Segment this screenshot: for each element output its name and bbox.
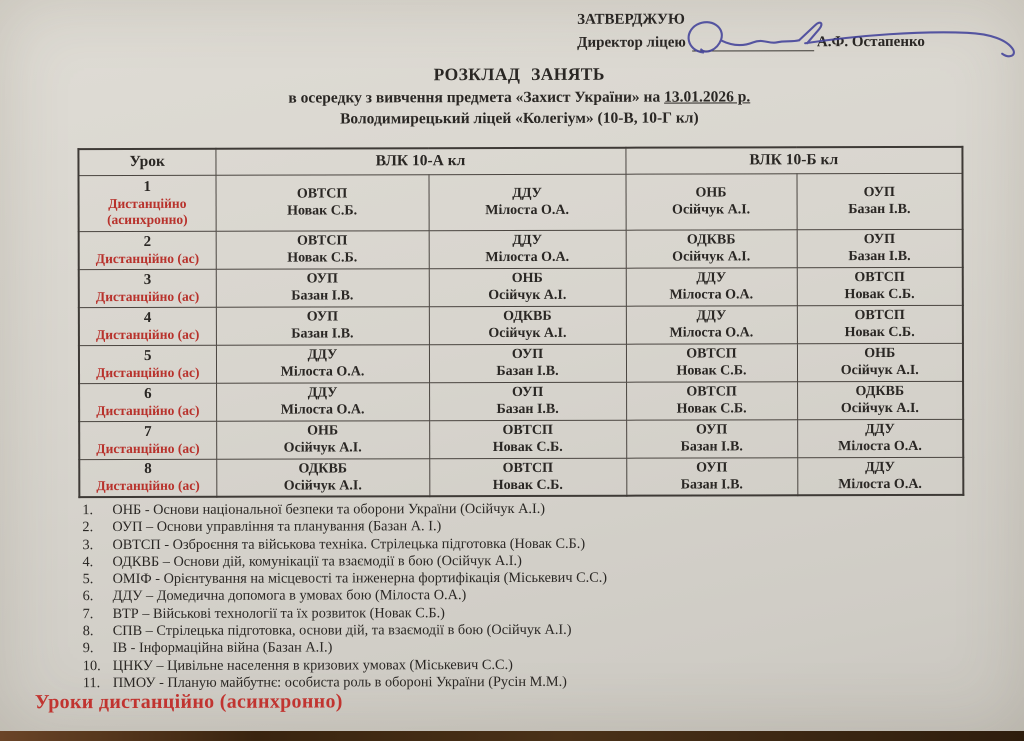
subject-cell: [626, 419, 797, 457]
legend-number: 3.: [82, 536, 94, 553]
lesson-cell: [79, 175, 216, 231]
approval-role: Директор ліцею: [577, 34, 686, 51]
subject-cell: [626, 305, 797, 343]
subject-code: ДДУ: [307, 347, 338, 363]
legend-item: [83, 605, 608, 624]
subject-cell: [216, 306, 429, 345]
legend-text: ІВ - Інформаційна війна (Базан А.І.): [112, 639, 333, 657]
legend-text: ОВТСП - Озброєння та військова техніка. Стрілецька підготовка (Новак С.Б.): [112, 535, 586, 553]
lesson-cell: [79, 383, 216, 421]
col-header-group-b: ВЛК 10-Б кл: [625, 147, 962, 174]
legend-list: [82, 501, 607, 693]
legend-number: 10.: [82, 657, 101, 674]
subject-cell: [429, 420, 626, 459]
lesson-number: 1: [143, 178, 152, 195]
lesson-number: 2: [143, 233, 152, 250]
lesson-number: 3: [143, 271, 152, 288]
teacher-name: Базан І.В.: [496, 363, 559, 380]
lesson-mode: Дистанційно (ас): [96, 478, 200, 494]
signature-line: [692, 36, 814, 51]
subject-cell: [626, 229, 797, 267]
teacher-name: Базан І.В.: [291, 288, 354, 304]
teacher-name: Базан І.В.: [848, 201, 911, 218]
legend-item: [83, 587, 608, 606]
lesson-mode: Дистанційно (ас): [95, 288, 200, 304]
teacher-name: Осійчук А.І.: [283, 440, 362, 456]
subject-cell: [626, 457, 797, 495]
subject-code: ОУП: [306, 309, 339, 325]
legend-number: 8.: [82, 623, 94, 640]
subject-cell: [626, 267, 797, 305]
teacher-name: Базан І.В.: [848, 248, 911, 265]
legend-item: [83, 674, 608, 693]
lesson-mode: Дистанційно (ас): [95, 326, 200, 342]
teacher-name: Мілоста О.А.: [485, 202, 569, 219]
legend-item: [82, 553, 607, 572]
subject-code: ОВТСП: [296, 186, 348, 202]
legend-item: [82, 518, 607, 537]
subject-cell: [215, 174, 428, 231]
subject-cell: [797, 229, 963, 267]
subject-cell: [216, 230, 429, 269]
subject-code: ДДУ: [307, 385, 338, 401]
subject-code: ОВТСП: [686, 384, 737, 400]
teacher-name: Осійчук А.І.: [283, 478, 362, 494]
subject-code: ОВТСП: [854, 307, 905, 324]
subject-cell: [216, 382, 429, 421]
lesson-mode: Дистанційно (ас): [96, 402, 200, 418]
legend-text: ОУП – Основи управління та планування (Базан А. І.): [112, 518, 442, 536]
teacher-name: Мілоста О.А.: [280, 364, 365, 380]
school-name: Володимирецький ліцей «Колегіум» (10-В, 10-Г кл): [340, 109, 699, 128]
approval-heading: ЗАТВЕРДЖУЮ: [577, 11, 685, 28]
subject-code: ОДКВБ: [855, 383, 905, 400]
teacher-name: Новак С.Б.: [844, 286, 915, 303]
lesson-number: 7: [144, 423, 152, 440]
teacher-name: Осійчук А.І.: [840, 400, 919, 417]
subject-code: ОДКВБ: [503, 308, 552, 325]
desk-edge: [0, 731, 1024, 741]
subject-code: ОДКВБ: [298, 461, 348, 477]
lesson-number: 8: [144, 461, 152, 478]
teacher-name: Осійчук А.І.: [840, 362, 919, 379]
doc-subtitle: [77, 88, 961, 108]
teacher-name: Мілоста О.А.: [669, 287, 754, 303]
subject-cell: [797, 419, 963, 457]
subject-cell: [216, 420, 429, 459]
subject-code: ОНБ: [864, 345, 896, 362]
legend-item: [83, 622, 608, 641]
teacher-name: Осійчук А.І.: [488, 287, 567, 304]
legend-text: ОДКВБ – Основи дій, комунікації та взаємодії в бою (Осійчук А.І.): [112, 552, 522, 570]
lesson-number: 4: [143, 309, 152, 326]
legend-item: [83, 639, 608, 658]
subject-cell: [625, 173, 796, 229]
doc-title: РОЗКЛАД ЗАНЯТЬ: [433, 63, 605, 85]
lesson-cell: [79, 421, 216, 459]
schedule-row: [79, 457, 963, 497]
lesson-cell: [79, 231, 216, 269]
legend-number: 9.: [82, 640, 94, 657]
subject-code: ДДУ: [512, 185, 542, 201]
legend-number: 4.: [82, 553, 94, 571]
subject-code: ОУП: [863, 231, 896, 248]
legend-item: [83, 656, 608, 675]
legend-item: [82, 535, 607, 554]
teacher-name: Новак С.Б.: [287, 203, 358, 219]
subject-cell: [429, 306, 626, 345]
teacher-name: Базан І.В.: [291, 326, 354, 342]
subtitle-text: в осередку з вивчення предмета «Захист України» на: [288, 88, 665, 107]
legend-item: [82, 501, 607, 520]
subject-cell: [216, 458, 429, 497]
schedule-row: [79, 267, 963, 307]
teacher-name: Базан І.В.: [680, 439, 743, 455]
col-header-group-a: ВЛК 10-А кл: [215, 148, 625, 175]
subject-cell: [626, 343, 797, 381]
schedule-date: 13.01.2026 р.: [664, 88, 751, 106]
teacher-name: Осійчук А.І.: [672, 202, 751, 218]
subject-cell: [429, 458, 626, 497]
title-block: [77, 63, 961, 129]
schedule-row: [79, 305, 963, 345]
legend-text: ОМІФ - Орієнтування на місцевості та інженерна фортифікація (Міськевич С.С.): [112, 569, 608, 588]
subject-code: ОВТСП: [854, 269, 905, 286]
legend-number: 6.: [82, 588, 94, 605]
schedule-row: [79, 173, 963, 231]
subject-cell: [429, 268, 626, 307]
subject-code: ДДУ: [696, 270, 727, 286]
legend-item: [83, 570, 608, 589]
subject-cell: [797, 457, 963, 495]
subject-cell: [797, 381, 963, 419]
teacher-name: Новак С.Б.: [676, 363, 747, 379]
legend-text: ВТР – Військові технології та їх розвиток (Новак С.Б.): [112, 604, 445, 622]
legend-number: 11.: [82, 675, 101, 692]
teacher-name: Новак С.Б.: [676, 401, 747, 417]
subject-cell: [626, 381, 797, 419]
legend-text: ЦНКУ – Цивільне населення в кризових умовах (Міськевич С.С.): [112, 656, 513, 674]
subject-code: ОУП: [863, 184, 895, 201]
subject-code: ДДУ: [696, 308, 727, 324]
footer-note: Уроки дистанційно (асинхронно): [34, 690, 343, 714]
teacher-name: Осійчук А.І.: [488, 325, 567, 342]
teacher-name: Мілоста О.А.: [669, 325, 754, 341]
teacher-name: Осійчук А.І.: [672, 249, 751, 265]
subject-cell: [428, 174, 625, 231]
legend-number: 7.: [82, 605, 94, 622]
schedule-rows: [79, 173, 964, 497]
subject-code: ДДУ: [512, 232, 543, 248]
legend-number: 5.: [82, 571, 94, 588]
lesson-mode: (асинхронно): [107, 211, 188, 227]
lesson-mode: Дистанційно (ас): [95, 250, 200, 266]
col-header-lesson: Урок: [78, 149, 215, 175]
schedule-row: [79, 343, 963, 383]
teacher-name: Мілоста О.А.: [280, 402, 365, 418]
subject-code: ОДКВБ: [686, 232, 736, 248]
legend-text: СПВ – Стрілецька підготовка, основи дій, та взаємодії в бою (Осійчук А.І.): [112, 621, 572, 640]
lesson-mode: Дистанційно (ас): [96, 364, 200, 380]
subject-code: ОВТСП: [296, 233, 348, 249]
lesson-cell: [79, 307, 216, 345]
lesson-cell: [79, 269, 216, 307]
subject-code: ОНБ: [511, 270, 543, 287]
subject-code: ОУП: [306, 271, 338, 287]
subject-cell: [796, 173, 962, 229]
subject-cell: [429, 344, 626, 383]
subject-code: ОУП: [696, 460, 728, 476]
lesson-number: 5: [143, 347, 152, 364]
schedule-table: [77, 146, 964, 498]
teacher-name: Базан І.В.: [496, 401, 559, 418]
subject-cell: [429, 382, 626, 421]
legend-text: ПМОУ - Планую майбутнє: особиста роль в обороні України (Русін М.М.): [112, 673, 567, 692]
teacher-name: Новак С.Б.: [287, 250, 358, 266]
lesson-mode: Дистанційно: [108, 195, 187, 211]
teacher-name: Новак С.Б.: [844, 324, 915, 341]
subject-cell: [429, 230, 626, 269]
lesson-number: 6: [144, 385, 152, 402]
subject-cell: [797, 343, 963, 381]
subject-code: ОВТСП: [686, 346, 737, 362]
teacher-name: Базан І.В.: [680, 477, 743, 493]
header-row: [78, 147, 962, 175]
subject-code: ДДУ: [865, 421, 895, 438]
teacher-name: Мілоста О.А.: [485, 249, 570, 266]
subject-code: ОВТСП: [502, 422, 553, 439]
subject-code: ОВТСП: [502, 460, 553, 476]
schedule-row: [79, 381, 963, 421]
approval-name: А.Ф. Остапенко: [816, 33, 925, 51]
lesson-mode: Дистанційно (ас): [96, 440, 200, 456]
legend-number: 1.: [82, 502, 94, 519]
subject-cell: [797, 267, 963, 305]
lesson-cell: [79, 459, 216, 497]
approval-block: [577, 8, 925, 55]
subject-cell: [216, 344, 429, 383]
subject-code: ДДУ: [865, 459, 895, 475]
subject-code: ОУП: [511, 384, 544, 401]
teacher-name: Мілоста О.А.: [838, 438, 922, 455]
schedule-row: [79, 229, 963, 269]
subject-code: ОУП: [511, 346, 544, 363]
schedule-row: [79, 419, 963, 459]
subject-code: ОНБ: [695, 185, 727, 201]
subject-cell: [216, 268, 429, 307]
subject-code: ОУП: [696, 422, 728, 438]
teacher-name: Мілоста О.А.: [838, 476, 922, 492]
legend-number: 2.: [82, 519, 94, 536]
subject-cell: [797, 305, 963, 343]
legend-text: ДДУ – Домедична допомога в умовах бою (Мілоста О.А.): [112, 587, 467, 605]
approval-signature-row: [577, 31, 925, 55]
teacher-name: Новак С.Б.: [492, 439, 563, 456]
lesson-cell: [79, 345, 216, 383]
subject-code: ОНБ: [307, 423, 339, 439]
legend-text: ОНБ - Основи національної безпеки та оборони України (Осійчук А.І.): [112, 500, 546, 519]
teacher-name: Новак С.Б.: [492, 477, 563, 493]
